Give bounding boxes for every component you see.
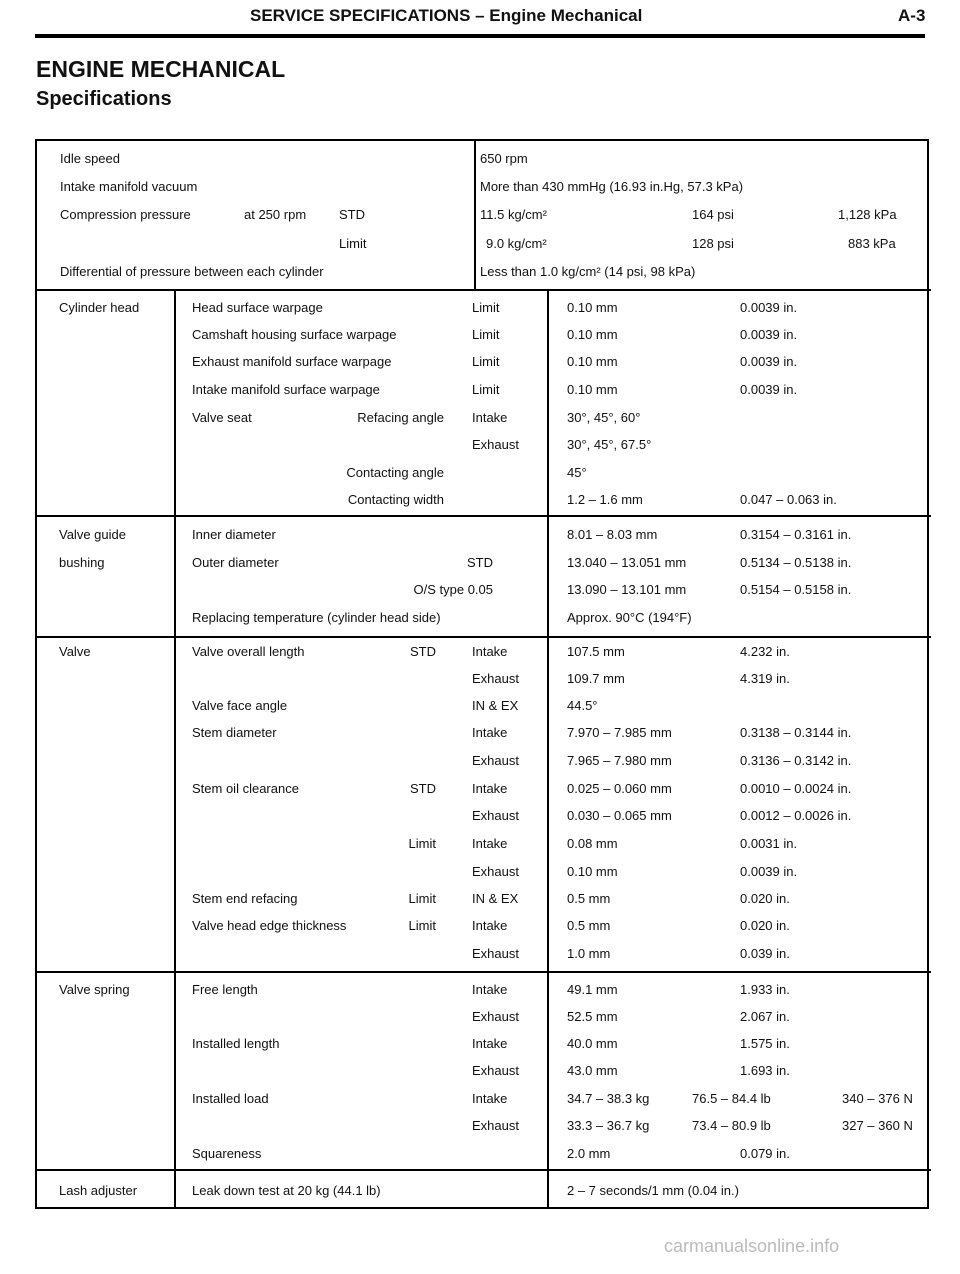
spec-imperial-value: 73.4 – 80.9 lb (692, 1118, 771, 1133)
spec-metric-value: 33.3 – 36.7 kg (567, 1118, 650, 1133)
spec-metric-value: 0.5 mm (567, 918, 611, 933)
spec-imperial-value: 0.047 – 0.063 in. (740, 492, 837, 507)
spec-imperial-value: 0.0031 in. (740, 836, 798, 851)
spec-imperial-value: 0.079 in. (740, 1146, 790, 1161)
specifications-table (35, 139, 929, 1209)
table-column-rule (547, 289, 549, 515)
spec-value: 883 kPa (848, 236, 896, 251)
spec-metric-value: 107.5 mm (567, 644, 625, 659)
spec-qualifier: IN & EX (472, 698, 519, 713)
spec-imperial-value: 76.5 – 84.4 lb (692, 1091, 771, 1106)
spec-condition: Limit (408, 891, 436, 906)
spec-item: Free length (192, 982, 258, 997)
spec-qualifier: Intake (472, 982, 508, 997)
spec-condition: Limit (339, 236, 367, 251)
section-name: Valve (59, 644, 91, 659)
spec-value: 9.0 kg/cm² (486, 236, 547, 251)
spec-metric-value: 44.5° (567, 698, 598, 713)
spec-imperial-value: 0.0039 in. (740, 354, 798, 369)
spec-value: 164 psi (692, 207, 734, 222)
spec-metric-value: 34.7 – 38.3 kg (567, 1091, 650, 1106)
spec-metric-value: 45° (567, 465, 587, 480)
spec-metric-value: 0.025 – 0.060 mm (567, 781, 672, 796)
watermark: carmanualsonline.info (664, 1236, 840, 1256)
spec-qualifier: Limit (472, 382, 500, 397)
page-number: A-3 (898, 6, 926, 25)
spec-condition: Contacting width (347, 492, 444, 507)
spec-metric-value: 8.01 – 8.03 mm (567, 527, 658, 542)
spec-metric-value: 1.0 mm (567, 946, 611, 961)
section-name: Lash adjuster (59, 1183, 138, 1198)
spec-qualifier: Limit (472, 300, 500, 315)
table-column-rule (174, 289, 176, 515)
spec-metric-value: 30°, 45°, 67.5° (567, 437, 652, 452)
spec-condition: Refacing angle (357, 410, 444, 425)
spec-imperial-value: 0.0039 in. (740, 300, 798, 315)
spec-label: Intake manifold vacuum (60, 179, 198, 194)
spec-imperial-value: 0.0039 in. (740, 864, 798, 879)
spec-metric-value: 0.08 mm (567, 836, 618, 851)
spec-qualifier: Exhaust (472, 437, 519, 452)
spec-qualifier: Exhaust (472, 1118, 519, 1133)
spec-metric-value: 0.030 – 0.065 mm (567, 808, 672, 823)
running-header-title: SERVICE SPECIFICATIONS – Engine Mechanical (250, 6, 643, 25)
section-name: Valve guide (59, 527, 126, 542)
table-rule (37, 289, 931, 291)
spec-metric-value: 0.10 mm (567, 354, 618, 369)
spec-condition: O/S type 0.05 (413, 582, 493, 597)
spec-condition: Limit (408, 836, 436, 851)
spec-value: 650 rpm (480, 151, 528, 166)
spec-imperial-value: 0.5134 – 0.5138 in. (740, 555, 852, 570)
spec-imperial-value: 0.020 in. (740, 891, 790, 906)
spec-metric-value: 0.10 mm (567, 327, 618, 342)
spec-imperial-value: 0.0039 in. (740, 327, 798, 342)
spec-condition: at 250 rpm (244, 207, 307, 222)
table-column-rule (174, 636, 176, 971)
spec-item: Intake manifold surface warpage (192, 382, 380, 397)
spec-imperial-value: 1.693 in. (740, 1063, 790, 1078)
spec-condition: STD (467, 555, 493, 570)
section-heading: ENGINE MECHANICAL (36, 56, 286, 82)
table-column-rule (474, 141, 476, 289)
spec-condition: STD (410, 781, 436, 796)
spec-imperial-value: 4.232 in. (740, 644, 790, 659)
spec-metric-value: 109.7 mm (567, 671, 625, 686)
spec-qualifier: Exhaust (472, 1063, 519, 1078)
spec-label: Differential of pressure between each cylinder (60, 264, 324, 279)
spec-imperial-value: 0.3138 – 0.3144 in. (740, 725, 852, 740)
spec-item: Valve overall length (192, 644, 305, 659)
spec-qualifier: Limit (472, 354, 500, 369)
table-column-rule (547, 636, 549, 971)
spec-qualifier: Exhaust (472, 753, 519, 768)
spec-condition: STD (410, 644, 436, 659)
spec-metric-value: 43.0 mm (567, 1063, 618, 1078)
spec-imperial-value: 0.020 in. (740, 918, 790, 933)
table-column-rule (174, 1169, 176, 1209)
spec-metric-value: 1.2 – 1.6 mm (567, 492, 643, 507)
section-name: Valve spring (59, 982, 130, 997)
table-column-rule (547, 971, 549, 1169)
spec-item: Head surface warpage (192, 300, 323, 315)
spec-value: Less than 1.0 kg/cm² (14 psi, 98 kPa) (480, 264, 696, 279)
spec-qualifier: IN & EX (472, 891, 519, 906)
spec-imperial-value: 1.933 in. (740, 982, 790, 997)
spec-qualifier: Intake (472, 1091, 508, 1106)
spec-condition: Contacting angle (346, 465, 444, 480)
spec-metric-value: 13.090 – 13.101 mm (567, 582, 687, 597)
spec-imperial-value: 0.0012 – 0.0026 in. (740, 808, 852, 823)
spec-qualifier: Intake (472, 918, 508, 933)
spec-metric-value: Approx. 90°C (194°F) (567, 610, 692, 625)
spec-imperial-value: 0.5154 – 0.5158 in. (740, 582, 852, 597)
spec-metric-value: 13.040 – 13.051 mm (567, 555, 687, 570)
spec-imperial-value: 0.3136 – 0.3142 in. (740, 753, 852, 768)
spec-qualifier: Exhaust (472, 864, 519, 879)
spec-value: 1,128 kPa (838, 207, 897, 222)
spec-value: 11.5 kg/cm² (480, 207, 547, 222)
spec-metric-value: 52.5 mm (567, 1009, 618, 1024)
spec-item: Stem oil clearance (192, 781, 299, 796)
spec-item: Stem diameter (192, 725, 277, 740)
spec-item: Inner diameter (192, 527, 276, 542)
spec-item: Valve head edge thickness (192, 918, 347, 933)
spec-item: Outer diameter (192, 555, 279, 570)
spec-imperial-value: 0.039 in. (740, 946, 790, 961)
section-subheading: Specifications (36, 88, 172, 110)
spec-value: 128 psi (692, 236, 734, 251)
spec-si-value: 340 – 376 N (842, 1091, 913, 1106)
spec-qualifier: Exhaust (472, 946, 519, 961)
spec-qualifier: Exhaust (472, 808, 519, 823)
spec-qualifier: Exhaust (472, 1009, 519, 1024)
spec-condition: Limit (408, 918, 436, 933)
table-rule (37, 636, 931, 638)
spec-qualifier: Limit (472, 327, 500, 342)
spec-item: Camshaft housing surface warpage (192, 327, 397, 342)
spec-item: Installed load (192, 1091, 269, 1106)
spec-metric-value: 49.1 mm (567, 982, 618, 997)
spec-label: Idle speed (60, 151, 120, 166)
spec-qualifier: Intake (472, 836, 508, 851)
spec-imperial-value: 0.3154 – 0.3161 in. (740, 527, 852, 542)
spec-metric-value: 7.970 – 7.985 mm (567, 725, 672, 740)
spec-imperial-value: 1.575 in. (740, 1036, 790, 1051)
header-rule (35, 34, 925, 38)
table-rule (37, 515, 931, 517)
table-rule (37, 1169, 931, 1171)
spec-metric-value: 2 – 7 seconds/1 mm (0.04 in.) (567, 1183, 739, 1198)
spec-qualifier: Intake (472, 1036, 508, 1051)
spec-metric-value: 7.965 – 7.980 mm (567, 753, 672, 768)
table-column-rule (174, 971, 176, 1169)
spec-imperial-value: 0.0039 in. (740, 382, 798, 397)
spec-item: Valve seat (192, 410, 252, 425)
spec-metric-value: 0.10 mm (567, 300, 618, 315)
spec-imperial-value: 0.0010 – 0.0024 in. (740, 781, 852, 796)
spec-metric-value: 0.10 mm (567, 864, 618, 879)
spec-qualifier: Exhaust (472, 671, 519, 686)
section-name: bushing (59, 555, 105, 570)
spec-item: Leak down test at 20 kg (44.1 lb) (192, 1183, 381, 1198)
section-name: Cylinder head (59, 300, 140, 315)
spec-item: Installed length (192, 1036, 280, 1051)
spec-si-value: 327 – 360 N (842, 1118, 913, 1133)
spec-metric-value: 0.5 mm (567, 891, 611, 906)
spec-metric-value: 0.10 mm (567, 382, 618, 397)
spec-imperial-value: 2.067 in. (740, 1009, 790, 1024)
spec-value: More than 430 mmHg (16.93 in.Hg, 57.3 kPa) (480, 179, 744, 194)
spec-item: Exhaust manifold surface warpage (192, 354, 392, 369)
table-column-rule (174, 515, 176, 636)
spec-metric-value: 2.0 mm (567, 1146, 611, 1161)
spec-condition: STD (339, 207, 365, 222)
spec-metric-value: 40.0 mm (567, 1036, 618, 1051)
table-column-rule (547, 515, 549, 636)
table-column-rule (547, 1169, 549, 1209)
spec-qualifier: Intake (472, 410, 508, 425)
spec-qualifier: Intake (472, 725, 508, 740)
spec-item: Stem end refacing (192, 891, 298, 906)
spec-item: Valve face angle (192, 698, 288, 713)
spec-qualifier: Intake (472, 644, 508, 659)
spec-metric-value: 30°, 45°, 60° (567, 410, 641, 425)
spec-imperial-value: 4.319 in. (740, 671, 790, 686)
spec-item: Squareness (192, 1146, 262, 1161)
table-rule (37, 971, 931, 973)
spec-qualifier: Intake (472, 781, 508, 796)
spec-item: Replacing temperature (cylinder head side) (192, 610, 441, 625)
spec-label: Compression pressure (60, 207, 191, 222)
